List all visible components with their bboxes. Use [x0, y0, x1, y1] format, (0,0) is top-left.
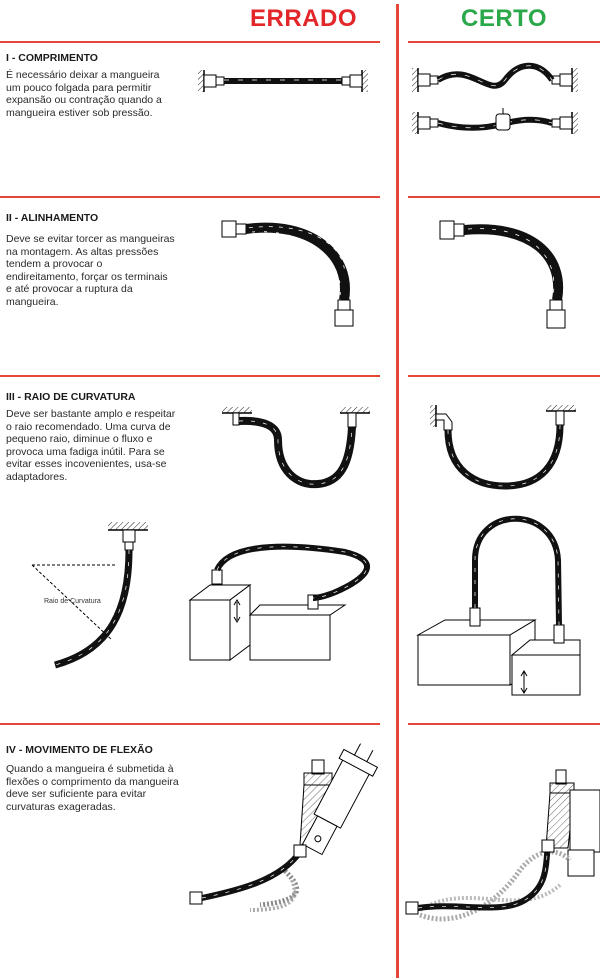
section-1-wrong-illustration [198, 70, 368, 92]
right-column-header: CERTO [461, 5, 548, 32]
section-3-right-bottom-illustration [418, 519, 580, 695]
section-3-line: provoca uma fadiga inútil. Para se [6, 445, 165, 458]
section-1-line: um pouco folgada para permitir [6, 81, 152, 94]
section-3-wrong-top-illustration [222, 407, 370, 484]
section-1-line: É necessário deixar a mangueira [6, 69, 160, 81]
section-4-wrong-illustration [190, 738, 383, 910]
section-3-bend-radius-illustration [32, 522, 148, 665]
section-2-line: tendem a provocar o [6, 258, 103, 271]
section-2-line: endireitamento, forçar os terminais [6, 270, 168, 283]
section-2-title: II - ALINHAMENTO [6, 212, 99, 224]
section-1-line: mangueira estiver sob pressão. [6, 106, 153, 119]
section-3-line: o raio recomendado. Uma curva de [6, 420, 171, 433]
section-2-line: Deve se evitar torcer as mangueiras [6, 233, 175, 245]
section-4-right-illustration [406, 770, 600, 919]
section-4-line: deve ser suficiente para evitar [6, 788, 147, 801]
section-4-line: Quando a mangueira é submetida à [6, 763, 174, 775]
wrong-column-header: ERRADO [250, 5, 358, 32]
section-2-line: na montagem. As altas pressões [6, 245, 159, 258]
section-2-right-illustration [440, 221, 565, 328]
section-2-line: mangueira. [6, 295, 59, 308]
bend-radius-label: Raio de Curvatura [44, 598, 101, 605]
section-4-title: IV - MOVIMENTO DE FLEXÃO [6, 744, 153, 756]
section-3-title: III - RAIO DE CURVATURA [6, 391, 136, 403]
section-3-line: Deve ser bastante amplo e respeitar [6, 408, 176, 420]
section-2-wrong-illustration [222, 221, 353, 326]
section-4-line: curvaturas exageradas. [6, 800, 116, 813]
section-1-right-illustration [412, 66, 578, 134]
section-3-line: pequeno raio, diminue o fluxo e [6, 433, 153, 446]
section-3-line: evitar esses incovenientes, usa-se [6, 458, 167, 471]
section-3-right-top-illustration [430, 405, 576, 486]
section-1-title: I - COMPRIMENTO [6, 52, 98, 64]
section-3-line: adaptadores. [6, 470, 68, 483]
section-4-line: flexões o comprimento da mangueira [6, 775, 179, 788]
section-3-wrong-bottom-illustration [190, 547, 367, 660]
section-1-line: expansão ou contração quando a [6, 94, 162, 107]
section-2-line: e até provocar a ruptura da [6, 283, 133, 296]
